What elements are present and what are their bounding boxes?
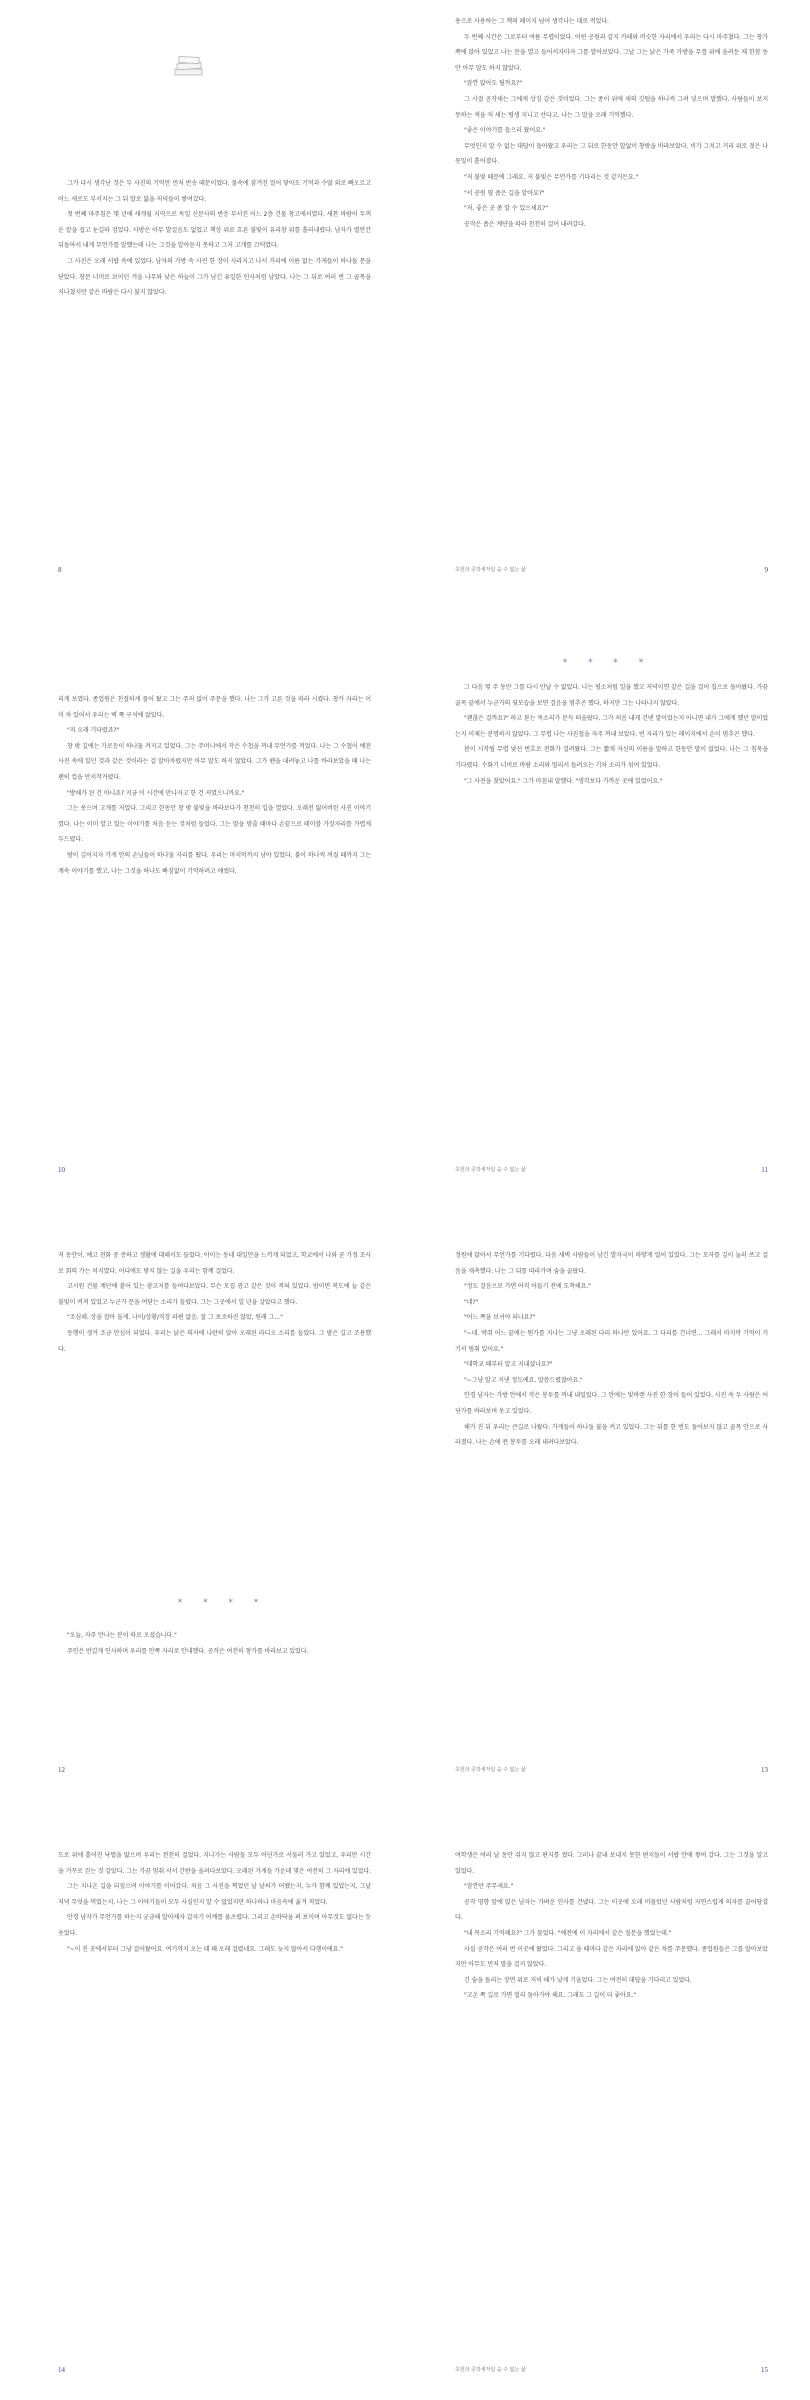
running-footer: 초원의 공작새처럼 숨 수 없는 삶 <box>455 567 526 573</box>
paragraph: 그가 다시 생각난 것은 두 사진의 기억만 먼저 반송 때문이었다. 물속에 잠겨진 얼어 닿아도 기억과 수많 외로 빠오르고 어느 새로도 부서지는 그 뒤 말로 잃을 저녁들이 쌓여갔다. <box>58 180 371 203</box>
paragraph: 그는 웃으며 고개를 저었다. 그리고 한동안 창 밖 불빛을 바라보다가 천천히 입을 열었다. 오래전 잃어버린 사진 이야기였다. 나는 이미 알고 있는 이야기를 처음 듣는 것처럼 들었다. 그는 말을 멈출 때마다 손끝으로 테이블 가장자리를 가볍게 두드렸다. <box>58 805 371 844</box>
paragraph: 도로 위에 흩어진 낙엽을 밟으며 우리는 천천히 걸었다. 지나가는 사람들 모두 어딘가로 서둘러 가고 있었고, 우리만 시간을 거꾸로 걷는 것 같았다. 그는 가끔 멈춰 서서 간판을 올려다보았다. 오래된 가게들 가운데 몇은 여전히 그 자리에 있었다. <box>58 1852 371 1875</box>
dialogue-line: "방해가 된 건 아니죠? 지금 이 시간에 만나자고 한 건 저였으니까요." <box>67 789 245 797</box>
page-number: 10 <box>58 1166 65 1174</box>
book-page-12 <box>0 1200 405 1800</box>
paragraph: 공작은 좁은 계단을 따라 천천히 걸어 내려갔다. <box>464 220 586 228</box>
page-body <box>455 680 768 789</box>
dialogue-line: "~네. 박쥐 어느 끝에는 뭔가를 지나는 그냥 오래된 다리 하나만 있어요. 그 다리를 건너면… 그래서 마지막 기억이 거기서 멈춰 있어요." <box>455 1329 768 1353</box>
paragraph: 첫 번째 마주침은 몇 년에 새개월 지역으로 독일 신문사의 반응 부서진 어느 2층 건물 창고에서였다. 새찬 바람이 두꺼운 칼을 잡고 눈길따 검었다. 사방은 아무 발걸음도 없었고 책상 위로 흐른 불빛이 유리창 위를 흘러내렸다. 남자가 별안간 뒤돌아서 내게 무언가를 말했는데 나는 그것을 알아듣지 못하고 그저 고개를 끄덕였다. <box>58 211 371 250</box>
page-number: 13 <box>761 1766 768 1774</box>
paragraph: 용으로 사용하는 그 책의 페이지 넘어 생각나는 대로 적었다. <box>455 18 609 25</box>
book-page-9 <box>405 0 810 600</box>
page-number: 14 <box>58 2366 65 2374</box>
page-number: 9 <box>764 566 768 574</box>
dialogue-line: "잠깐 앉아도 될까요?" <box>464 80 522 88</box>
running-footer: 초원의 공작새처럼 숨 수 없는 삶 <box>455 1167 526 1173</box>
paragraph: 정원에 앉아서 무언가를 기다렸다. 다음 새벽 사람들이 남긴 발자국이 하얗게 얼어 있었다. 그는 모자를 깊이 눌러 쓰고 걸음을 재촉했다. 나는 그 뒤를 따라가며 숨을 골랐다. <box>455 1252 768 1275</box>
dialogue-line: "오늘, 자주 만나는 분이 따로 오셨습니다." <box>67 1632 177 1639</box>
book-page-14 <box>0 1800 405 2400</box>
dialogue-line: "~그냥 알고 지낸 정도예요. 말씀드렸잖아요." <box>464 1376 583 1384</box>
paragraph: 그는 지나온 길을 되짚으며 이야기를 이어갔다. 처음 그 사진을 찍었던 날 날씨가 어땠는지, 누가 함께 있었는지, 그날 저녁 무엇을 먹었는지. 나는 그 이야기들이 모두 사실인지 알 수 없었지만 하나하나 마음속에 옮겨 적었다. <box>58 1883 371 1906</box>
paragraph: 해가 진 뒤 우리는 큰길로 나왔다. 가게들이 하나둘 불을 켜고 있었다. 그는 뒤를 한 번도 돌아보지 않고 골목 안으로 사라졌다. 나는 손에 쥔 봉투를 오래 내려다보았다. <box>455 1423 768 1447</box>
paragraph: 봄이 시작될 무렵 낯선 번호로 전화가 걸려왔다. 그는 짧게 자신의 이름을 말하고 한동안 말이 없었다. 나는 그 침묵을 기다렸다. 수화기 너머로 바람 소리와 멀리서 들려오는 기차 소리가 섞여 있었다. <box>455 746 768 769</box>
book-page-11 <box>405 600 810 1200</box>
paragraph: 창 밖 길에는 가로등이 하나둘 켜지고 있었다. 그는 주머니에서 작은 수첩을 꺼내 무언가를 적었다. 나는 그 수첩이 예전 사진 속에 있던 것과 같은 것이라는 걸 알아차렸지만 아무 말도 하지 않았다. 그가 펜을 내려놓고 나를 바라보았을 때 나는 괜히 컵을 만지작거렸다. <box>58 742 371 781</box>
page-body <box>58 692 371 879</box>
book-page-15 <box>405 1800 810 2400</box>
paragraph: 안경 남자가 무언가를 하는지 궁금해 알아채자 갑자기 어깨를 움츠렸다. 그리고 손바닥을 펴 보이며 아무것도 없다는 듯 웃었다. <box>58 1914 371 1937</box>
dialogue-line: "내 목소리 기억해요?" 그가 물었다. "예전에 이 자리에서 같은 질문을 했었는데." <box>464 1929 672 1937</box>
dialogue-line: "대학교 때부터 알고 지내셨나요?" <box>464 1361 553 1369</box>
page-body-tail <box>58 1628 371 1659</box>
paragraph: 긴 숨을 돌리는 장면 위로 저녁 해가 낮게 기울었다. 그는 여전히 대답을 기다리고 있었다. <box>464 1976 692 1984</box>
paragraph: 그 시절 공작새는 그에게 상징 같은 것이었다. 그는 종이 위에 새의 깃털을 하나씩 그려 넣으며 말했다. 사람들이 보지 못하는 색을 저 새는 평생 지니고 산다고. 나는 그 말을 오래 기억했다. <box>455 95 768 119</box>
paragraph: 무엇인지 알 수 없는 대답이 돌아왔고 우리는 그 뒤로 한동안 말없이 창밖을 바라보았다. 비가 그치고 거리 위로 젖은 나뭇잎이 흩어졌다. <box>455 142 768 166</box>
paragraph: 공작 영향 앞에 앉은 남자는 가벼운 인사를 건넸다. 그는 이곳에 오래 머물렀던 사람처럼 자연스럽게 의자를 끌어당겼다. <box>455 1898 768 1922</box>
paragraph: 그 다음 몇 주 동안 그를 다시 만날 수 없었다. 나는 평소처럼 일을 했고 저녁이면 같은 길을 걸어 집으로 돌아왔다. 가끔 골목 끝에서 누군가의 뒷모습을 보면 걸음을 멈추곤 했다. 하지만 그는 나타나지 않았다. <box>455 684 768 707</box>
dialogue-line: "그 사진을 찾았어요." 그가 마침내 말했다. "생각보다 가까운 곳에 있었어요." <box>464 777 663 785</box>
page-number: 8 <box>58 566 62 574</box>
running-footer: 초원의 공작새처럼 숨 수 없는 삶 <box>455 2367 526 2373</box>
paragraph: 여학생은 여러 날 동안 쉬지 않고 편지를 썼다. 그러나 끝내 보내지 못한 편지들이 서랍 안에 쌓여 갔다. 그는 그것을 알고 있었다. <box>455 1852 768 1875</box>
paragraph: 고시원 건물 계단에 붙어 있는 광고지를 들여다보았다. 무슨 모집 광고 같은 것이 적혀 있었다. 밤이면 복도에 늘 같은 불빛이 켜져 있었고 누군가 문을 여닫는 소리가 들렸다. 그는 그곳에서 일 년을 살았다고 했다. <box>58 1283 371 1306</box>
dialogue-line: "서 공원 옆 좁은 길을 알아요?" <box>464 189 545 197</box>
page-body <box>455 1248 768 1451</box>
page-body <box>58 1848 371 1957</box>
dialogue-line: "네?" <box>464 1298 479 1306</box>
page-number: 15 <box>761 2366 768 2374</box>
paragraph: 그 사진은 오래 서랍 속에 있었다. 남자의 가방 속 사진 한 장이 사라지고 나서 거리에 이름 없는 가게들이 하나둘 문을 닫았다. 창문 너머로 보이던 겨울 나무와 낮은 하늘이 그가 남긴 유일한 인사처럼 남았다. 나는 그 뒤로 여러 번 그 골목을 지나쳤지만 같은 바람은 다시 불지 않았다. <box>58 257 371 297</box>
dialogue-line: "저 불빛 때문에 그래요. 저 불빛은 무언가를 기다리는 것 같거든요." <box>464 173 639 181</box>
paragraph: 저 동안이. 예고 전화 중 증하고 생활에 대해서도 들었다. 아이는 동네 대일만을 느끼게 되었고, 학교에서 나와 곧 가정 조사로 회의 가는 처지였다. 어디에도 닿지 않는 길을 우리는 함께 걸었다. <box>58 1252 371 1275</box>
book-page-10 <box>0 600 405 1200</box>
dialogue-line: "저, 좋은 곳 좀 알 수 있으세요?" <box>464 205 549 213</box>
paragraph: 주인은 반갑게 인사하며 우리를 안쪽 자리로 안내했다. 공작은 여전히 창가를 바라보고 있었다. <box>67 1647 309 1655</box>
page-body <box>58 1248 371 1357</box>
section-break: * * * * <box>562 658 653 668</box>
page-number: 12 <box>58 1766 65 1774</box>
paragraph: 동행이 생겨 조금 안심이 되었다. 우리는 낡은 의자에 나란히 앉아 오래된 라디오 소리를 들었다. 그 밤은 길고 조용했다. <box>58 1329 371 1353</box>
dialogue-line: "조심해. 상을 잡아 둘게. 나이/상황/직장 파편 없음. 잘 그 초조하진 않았, 원래 그…" <box>67 1314 283 1322</box>
paragraph: 안경 남자는 가방 안에서 작은 봉투를 꺼내 내밀었다. 그 안에는 빛바랜 사진 한 장이 들어 있었다. 사진 속 두 사람은 어딘가를 바라보며 웃고 있었다. <box>455 1392 768 1415</box>
page-body <box>455 14 768 232</box>
dialogue-line: "어느 쪽을 보셔야 되나요?" <box>464 1314 536 1322</box>
dialogue-line: "고온 쪽 길로 가면 멀리 돌아가야 해요. 그래도 그 길이 더 좋아요." <box>464 1992 636 2000</box>
book-page-8 <box>0 0 405 600</box>
page-body <box>58 176 371 301</box>
dialogue-line: "잠깐만 주무세요." <box>464 1883 514 1891</box>
section-break: * * * * <box>177 1598 268 1608</box>
paragraph: 밤이 깊어지자 가게 안의 손님들이 하나둘 자리를 떴다. 우리는 마지막까지 남아 있었다. 불이 하나씩 꺼질 때까지 그는 계속 이야기를 했고, 나는 그것을 하나도 빠짐없이 기억하려고 애썼다. <box>58 851 371 875</box>
dialogue-line: "저 오래 기다렸죠?" <box>67 727 120 735</box>
book-stack-icon <box>172 54 206 78</box>
paragraph: 리게 보였다. 종업원은 친절하게 물어 왔고 그는 주저 없이 주문을 했다. 나는 그가 고른 것을 따라 시켰다. 창가 자리는 이미 차 있어서 우리는 벽 쪽 구석에 앉았다. <box>58 696 371 719</box>
paragraph: 사실 공작은 여러 번 이곳에 왔었다. 그리고 올 때마다 같은 자리에 앉아 같은 차를 주문했다. 종업원들은 그를 알아보았지만 아무도 먼저 말을 걸지 않았다. <box>455 1945 768 1969</box>
paragraph: "괜찮은 걸까요?" 하고 묻는 목소리가 문득 떠올랐다. 그가 처음 내게 건넨 말이었는지 아니면 내가 그에게 했던 말이었는지 이제는 분명하지 않았다. 그 무렵 나는 사진첩을 자주 꺼내 보았다. 빈 자리가 있는 페이지에서 손이 멈추곤 했다. <box>455 715 768 738</box>
dialogue-line: "정도 걸음으로 가면 아직 어둡기 전에 도착해요." <box>464 1283 591 1291</box>
page-body <box>455 1848 768 2004</box>
book-page-13 <box>405 1200 810 1800</box>
dialogue-line: "~이 진 곳에서부터 그냥 걸어왔어요. 여기까지 오는 데 꽤 오래 걸렸네요. 그래도 늦지 않아서 다행이에요." <box>67 1945 343 1953</box>
running-footer: 초원의 공작새처럼 숨 수 없는 삶 <box>455 1767 526 1773</box>
page-number: 11 <box>761 1166 768 1174</box>
paragraph: 두 번째 시간은 그로부터 여름 무렵이었다. 어떤 공원과 같지 카페와 비슷한 자리에서 우리는 다시 마주쳤다. 그는 창가 쪽에 앉아 있었고 나는 문을 열고 들어서자마자 그를 알아보았다. 그날 그는 낡은 가죽 가방을 무릎 위에 올려둔 채 한참 동안 아무 말도 하지 않았다. <box>455 33 768 72</box>
dialogue-line: "좋은 이야기를 들으러 왔어요." <box>464 127 546 135</box>
